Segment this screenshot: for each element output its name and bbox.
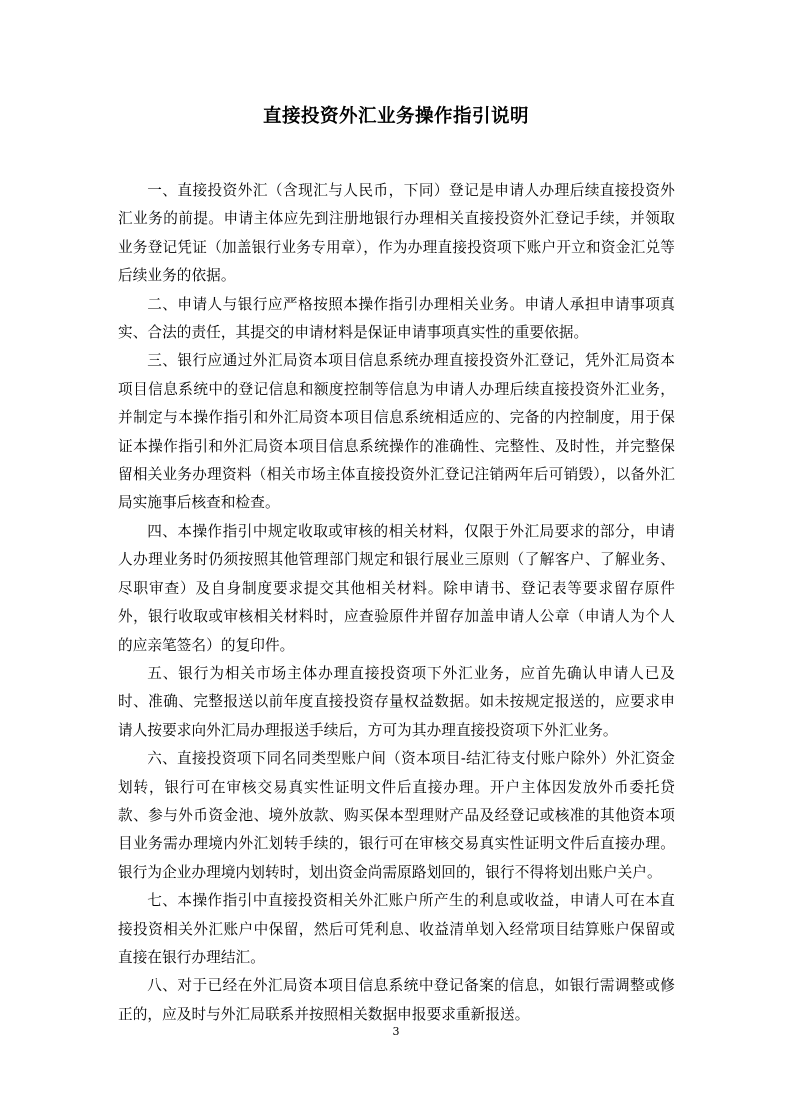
- paragraph-3: 三、银行应通过外汇局资本项目信息系统办理直接投资外汇登记，凭外汇局资本项目信息系统中的登记信息和额度控制等信息为申请人办理后续直接投资外汇业务，并制定与本操作指引和外汇局资本项目信息系统相适应的、完备的内控制度，用于保证本操作指引和外汇局资本项目信息系统操作的准确性、完整性、及时性，并完整保留相关业务办理资料（相关市场主体直接投资外汇登记注销两年后可销毁），以备外汇局实施事后核查和检查。: [118, 352, 675, 512]
- paragraph-2: 二、申请人与银行应严格按照本操作指引办理相关业务。申请人承担申请事项真实、合法的责任，其提交的申请材料是保证申请事项真实性的重要依据。: [118, 295, 675, 342]
- paragraph-8: 八、对于已经在外汇局资本项目信息系统中登记备案的信息，如银行需调整或修正的，应及时与外汇局联系并按照相关数据申报要求重新报送。: [118, 977, 675, 1023]
- paragraph-6: 六、直接投资项下同名同类型账户间（资本项目-结汇待支付账户除外）外汇资金划转，银行可在审核交易真实性证明文件后直接办理。开户主体因发放外币委托贷款、参与外币资金池、境外放款、购买保本型理财产品及经登记或核准的其他资本项目业务需办理境内外汇划转手续的，银行可在审核交易真实性证明文件后直接办理。银行为企业办理境内划转时，划出资金尚需原路划回的，银行不得将划出账户关户。: [118, 750, 675, 881]
- paragraph-5: 五、银行为相关市场主体办理直接投资项下外汇业务，应首先确认申请人已及时、准确、完整报送以前年度直接投资存量权益数据。如未按规定报送的，应要求申请人按要求向外汇局办理报送手续后，方可为其办理直接投资项下外汇业务。: [118, 664, 675, 739]
- page-number: 3: [392, 1025, 400, 1038]
- paragraph-1: 一、直接投资外汇（含现汇与人民币，下同）登记是申请人办理后续直接投资外汇业务的前提。申请主体应先到注册地银行办理相关直接投资外汇登记手续，并领取业务登记凭证（加盖银行业务专用章），作为办理直接投资项下账户开立和资金汇兑等后续业务的依据。: [118, 182, 675, 285]
- paragraph-7: 七、本操作指引中直接投资相关外汇账户所产生的利息或收益，申请人可在本直接投资相关外汇账户中保留，然后可凭利息、收益清单划入经常项目结算账户保留或直接在银行办理结汇。: [118, 892, 675, 966]
- page-title: 直接投资外汇业务操作指引说明: [262, 106, 529, 127]
- document-body: [118, 177, 675, 1029]
- paragraph-4: 四、本操作指引中规定收取或审核的相关材料，仅限于外汇局要求的部分，申请人办理业务时仍须按照其他管理部门规定和银行展业三原则（了解客户、了解业务、尽职审查）及自身制度要求提交其他相关材料。除申请书、登记表等要求留存原件外，银行收取或审核相关材料时，应查验原件并留存加盖申请人公章（申请人为个人的应亲笔签名）的复印件。: [118, 522, 675, 654]
